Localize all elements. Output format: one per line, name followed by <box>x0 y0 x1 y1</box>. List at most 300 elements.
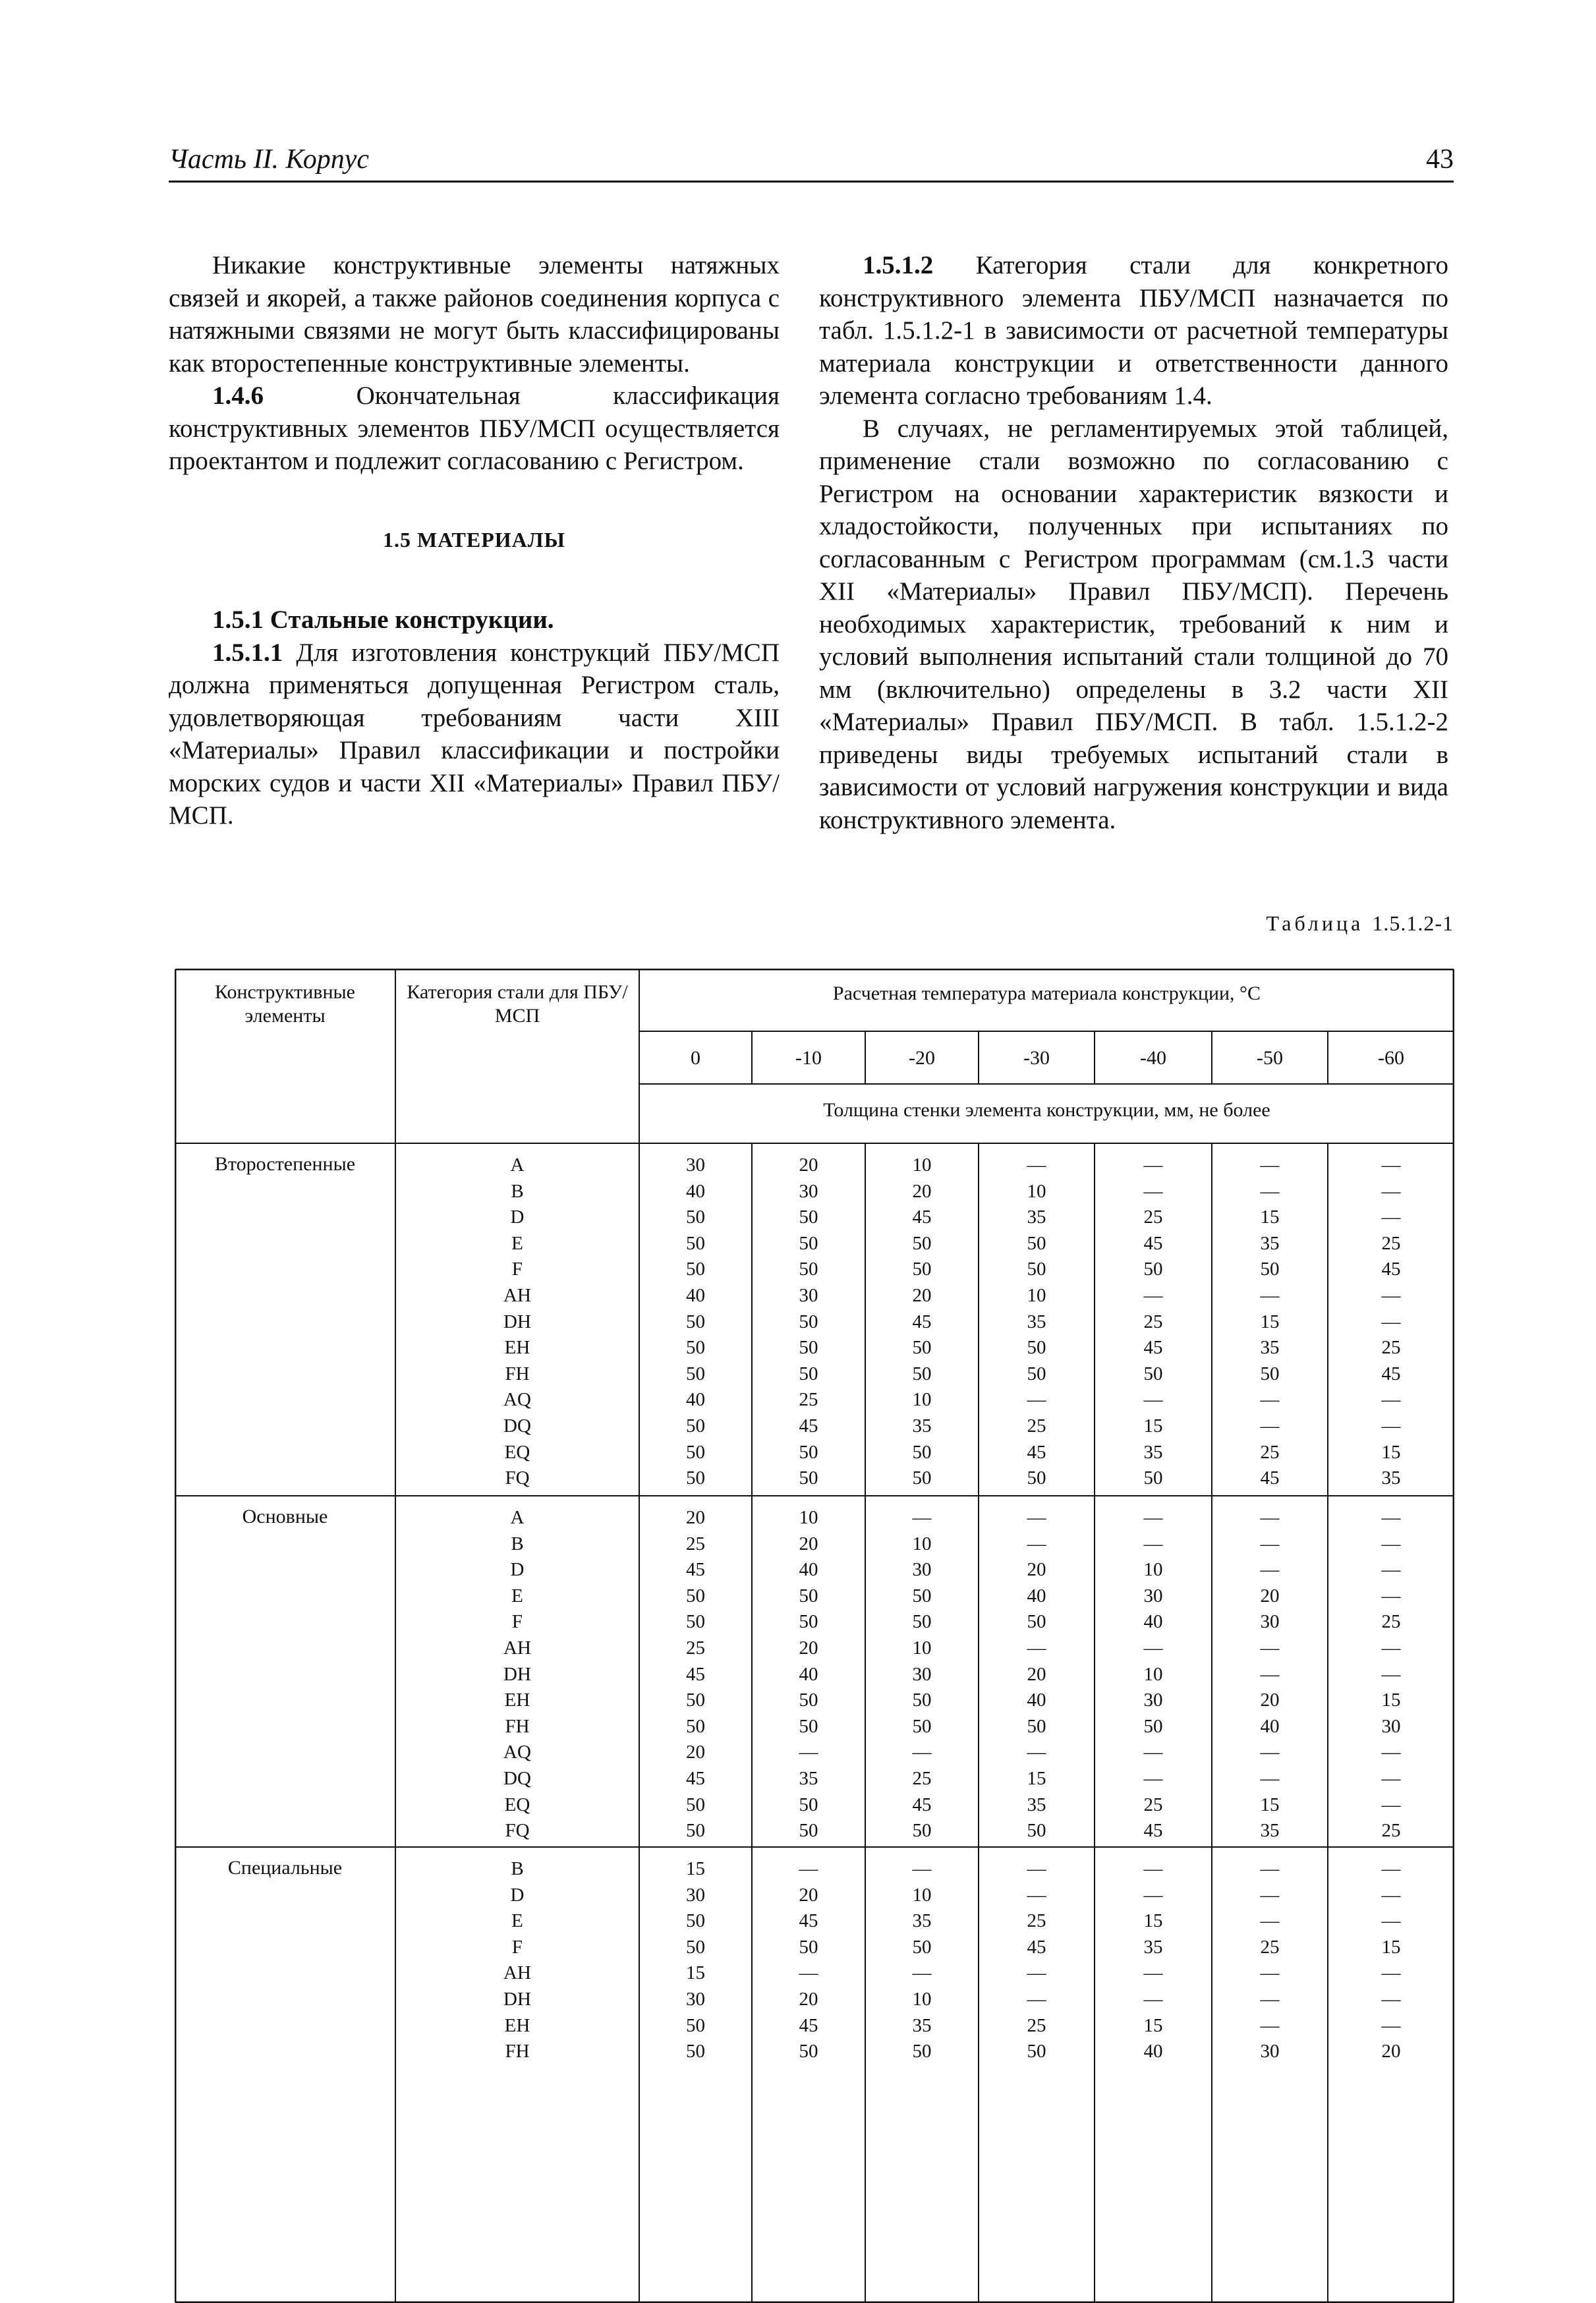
thickness-value: 45 <box>799 1415 818 1436</box>
thickness-value: 25 <box>1260 1936 1280 1958</box>
thickness-value: — <box>1381 1794 1401 1815</box>
thickness-value: 30 <box>1143 1585 1163 1606</box>
thickness-value: 45 <box>1143 1820 1163 1842</box>
thickness-value: 50 <box>912 1936 932 1958</box>
thickness-value: 50 <box>686 1415 705 1436</box>
thickness-value: — <box>1381 1858 1401 1879</box>
thickness-value: 50 <box>686 1690 705 1711</box>
thickness-value: 50 <box>686 1311 705 1332</box>
thickness-value: 50 <box>686 1910 705 1932</box>
thickness-value: 20 <box>799 1989 818 2010</box>
thickness-value: 15 <box>1260 1794 1280 1815</box>
thickness-value: — <box>1260 1663 1280 1685</box>
thickness-value: 50 <box>912 1363 932 1384</box>
thickness-value: — <box>912 1507 932 1528</box>
thickness-value: 10 <box>799 1507 818 1528</box>
thickness-value: 50 <box>686 1232 705 1254</box>
thickness-value: 50 <box>686 1820 705 1842</box>
steel-grade: E <box>511 1585 523 1606</box>
steel-grade: AQ <box>503 1742 531 1763</box>
thickness-value: 10 <box>912 1154 932 1176</box>
steel-grade: F <box>511 1936 523 1958</box>
clause-number: 1.5.1.1 <box>212 638 283 667</box>
thickness-value: 10 <box>912 1389 932 1411</box>
thickness-value: 15 <box>1381 1936 1401 1958</box>
clause-number: 1.5.1.2 <box>863 251 934 279</box>
steel-grade: AH <box>503 1285 531 1306</box>
thickness-value: — <box>1143 1389 1163 1411</box>
thickness-value: 15 <box>1381 1690 1401 1711</box>
thickness-value: — <box>1027 1962 1046 1984</box>
thickness-value: 25 <box>686 1533 705 1554</box>
thickness-value: 30 <box>1143 1690 1163 1711</box>
thickness-value: — <box>1143 1884 1163 1906</box>
left-column <box>169 249 780 832</box>
thickness-value: — <box>912 1742 932 1763</box>
thickness-value: 50 <box>912 1259 932 1280</box>
thickness-value: 15 <box>1260 1207 1280 1228</box>
thickness-value: 50 <box>912 2041 932 2062</box>
steel-grade: AH <box>503 1637 531 1659</box>
thickness-value: 20 <box>686 1507 705 1528</box>
thickness-value: 50 <box>686 1936 705 1958</box>
thickness-value: 50 <box>799 1311 818 1332</box>
clause-number: 1.4.6 <box>212 382 264 410</box>
thickness-value: 15 <box>1143 1415 1163 1436</box>
thickness-value: — <box>1027 1742 1046 1763</box>
thickness-value: — <box>1260 1415 1280 1436</box>
thickness-value: 30 <box>686 1989 705 2010</box>
thickness-value: 50 <box>912 1337 932 1359</box>
steel-grade: B <box>511 1858 524 1879</box>
thickness-value: 50 <box>799 1207 818 1228</box>
thickness-value: — <box>1027 1154 1046 1176</box>
steel-grade: A <box>510 1154 525 1176</box>
thickness-value: 50 <box>912 1467 932 1489</box>
thickness-value: 45 <box>1381 1259 1401 1280</box>
thickness-value: 40 <box>1143 2041 1163 2062</box>
temperature-header: -20 <box>909 1047 935 1069</box>
thickness-value: — <box>1260 1559 1280 1581</box>
thickness-value: 25 <box>912 1768 932 1789</box>
thickness-value: 50 <box>799 1690 818 1711</box>
thickness-value: 25 <box>799 1389 818 1411</box>
thickness-value: — <box>1260 1742 1280 1763</box>
thickness-value: 45 <box>1143 1337 1163 1359</box>
thickness-value: 35 <box>1381 1467 1401 1489</box>
thickness-value: 45 <box>1143 1232 1163 1254</box>
thickness-value: 20 <box>1381 2041 1401 2062</box>
thickness-value: 30 <box>912 1559 932 1581</box>
thickness-value: — <box>799 1962 818 1984</box>
steel-category-table <box>175 969 1454 2303</box>
thickness-value: 50 <box>799 1467 818 1489</box>
thickness-value: 50 <box>686 1467 705 1489</box>
steel-grade: FH <box>505 1715 530 1737</box>
steel-grade: D <box>510 1559 525 1581</box>
thickness-value: — <box>1381 1884 1401 1906</box>
thickness-value: — <box>1260 1962 1280 1984</box>
thickness-value: 40 <box>1143 1611 1163 1633</box>
thickness-value: 50 <box>1260 1259 1280 1280</box>
thickness-value: 20 <box>799 1637 818 1659</box>
thickness-value: 45 <box>912 1311 932 1332</box>
thickness-value: 35 <box>799 1768 818 1789</box>
thickness-value: 10 <box>912 1637 932 1659</box>
thickness-value: — <box>1143 1768 1163 1789</box>
thickness-value: — <box>1381 2014 1401 2036</box>
thickness-value: 20 <box>799 1884 818 1906</box>
steel-grade: FH <box>505 1363 530 1384</box>
thickness-value: 25 <box>1381 1820 1401 1842</box>
thickness-value: 50 <box>686 1259 705 1280</box>
thickness-value: 10 <box>912 1533 932 1554</box>
paragraph: В случаях, не регламентируемых этой таблицей, применение стали возможно по согласованию с Регистром на основании характеристик вязкости и хладостойкости, полученных при испытаниях по согласованным с Регистром программам (см.1.3 части XII «Материалы» Правил ПБУ/МСП). Перечень необходимых характеристик, требований к ним и условий выполнения испытаний стали толщиной до 70 мм (включительно) определены в 3.2 части XII «Материалы» Правил ПБУ/МСП. В табл. 1.5.1.2-2 приведены виды требуемых испытаний стали в зависимости от условий нагружения конструкции и вида конструктивного элемента. <box>819 414 1448 834</box>
thickness-value: — <box>1027 1533 1046 1554</box>
subsection-title: 1.5.1 Стальные конструкции. <box>212 606 554 634</box>
steel-grade: DH <box>503 1311 531 1332</box>
thickness-value: 45 <box>686 1663 705 1685</box>
thickness-value: 25 <box>686 1637 705 1659</box>
thickness-value: 50 <box>799 1820 818 1842</box>
thickness-value: 50 <box>1143 1467 1163 1489</box>
thickness-value: — <box>1260 1507 1280 1528</box>
steel-grade: EQ <box>504 1441 530 1463</box>
clause-text: Окончательная классификация конструктивных элементов ПБУ/МСП осуществляется проектантом и подлежит согласованию с Регистром. <box>169 382 780 475</box>
thickness-value: — <box>1260 1858 1280 1879</box>
thickness-value: 20 <box>1027 1663 1046 1685</box>
thickness-value: — <box>1260 1637 1280 1659</box>
thickness-value: 50 <box>686 2014 705 2036</box>
thickness-value: 35 <box>1027 1207 1046 1228</box>
thickness-value: 45 <box>799 1910 818 1932</box>
thickness-value: 45 <box>1260 1467 1280 1489</box>
steel-grade: D <box>510 1207 525 1228</box>
thickness-value: 10 <box>912 1884 932 1906</box>
element-group-name: Основные <box>242 1506 328 1527</box>
steel-grade: AQ <box>503 1389 531 1411</box>
thickness-value: 50 <box>1027 1820 1046 1842</box>
thickness-value: 50 <box>686 2041 705 2062</box>
thickness-value: 15 <box>686 1858 705 1879</box>
temperature-header: -40 <box>1140 1047 1166 1069</box>
thickness-value: — <box>1027 1884 1046 1906</box>
thickness-value: 50 <box>1027 2041 1046 2062</box>
thickness-value: 35 <box>1260 1232 1280 1254</box>
thickness-value: 15 <box>686 1962 705 1984</box>
thickness-value: 50 <box>799 1441 818 1463</box>
thickness-value: — <box>1143 1858 1163 1879</box>
thickness-value: 50 <box>912 1715 932 1737</box>
thickness-value: — <box>1027 1858 1046 1879</box>
thickness-value: 35 <box>1260 1820 1280 1842</box>
thickness-value: 30 <box>1260 1611 1280 1633</box>
thickness-value: 30 <box>799 1180 818 1202</box>
thickness-value: — <box>912 1858 932 1879</box>
page-header <box>169 144 1454 183</box>
thickness-value: 45 <box>799 2014 818 2036</box>
steel-grade: DQ <box>503 1415 531 1436</box>
thickness-value: 45 <box>1381 1363 1401 1384</box>
table-caption <box>1266 911 1454 936</box>
thickness-value: 10 <box>1027 1180 1046 1202</box>
thickness-value: 50 <box>799 1611 818 1633</box>
thickness-value: 35 <box>1143 1441 1163 1463</box>
thickness-value: 50 <box>799 1259 818 1280</box>
thickness-value: 25 <box>1381 1337 1401 1359</box>
clause-text: Категория стали для конкретного конструктивного элемента ПБУ/МСП назначается по табл. 1.5.1.2-1 в зависимости от расчетной температуры материала конструкции и ответственности данного элемента согласно требованиям 1.4. <box>819 251 1448 410</box>
thickness-value: 10 <box>1143 1559 1163 1581</box>
steel-grade: AH <box>503 1962 531 1984</box>
thickness-value: 50 <box>686 1207 705 1228</box>
thickness-value: — <box>799 1742 818 1763</box>
page-number: 43 <box>1426 144 1454 175</box>
thickness-value: 15 <box>1260 1311 1280 1332</box>
thickness-value: — <box>912 1962 932 1984</box>
thickness-value: 50 <box>1027 1363 1046 1384</box>
thickness-value: 35 <box>1027 1794 1046 1815</box>
steel-grade: FQ <box>505 1467 530 1489</box>
steel-grade: A <box>510 1507 525 1528</box>
temperature-header: 0 <box>691 1047 700 1069</box>
running-title: Часть II. Корпус <box>169 144 370 175</box>
thickness-value: 50 <box>799 1936 818 1958</box>
header-elements: Конструктивные элементы <box>214 981 355 1027</box>
steel-grade: FQ <box>505 1820 530 1842</box>
steel-grade: FH <box>505 2041 530 2062</box>
thickness-value: 20 <box>912 1285 932 1306</box>
thickness-value: — <box>1381 1559 1401 1581</box>
header-thickness-note: Толщина стенки элемента конструкции, мм, не более <box>823 1099 1270 1121</box>
thickness-value: 20 <box>1260 1585 1280 1606</box>
thickness-value: 50 <box>686 1363 705 1384</box>
thickness-value: 45 <box>686 1559 705 1581</box>
thickness-value: 25 <box>1143 1311 1163 1332</box>
thickness-value: 35 <box>912 2014 932 2036</box>
thickness-value: 35 <box>1027 1311 1046 1332</box>
thickness-value: 50 <box>1027 1467 1046 1489</box>
thickness-value: — <box>799 1858 818 1879</box>
steel-grade: DH <box>503 1663 531 1685</box>
thickness-value: 50 <box>799 1337 818 1359</box>
steel-grade: E <box>511 1232 523 1254</box>
thickness-value: 30 <box>686 1154 705 1176</box>
paragraph <box>169 637 780 832</box>
thickness-value: 50 <box>1143 1363 1163 1384</box>
thickness-value: 30 <box>686 1884 705 1906</box>
thickness-value: 25 <box>1143 1207 1163 1228</box>
temperature-header: -30 <box>1023 1047 1050 1069</box>
thickness-value: — <box>1260 1884 1280 1906</box>
thickness-value: 20 <box>912 1180 932 1202</box>
steel-grade: EH <box>504 2014 530 2036</box>
thickness-value: 50 <box>686 1794 705 1815</box>
thickness-value: — <box>1143 1742 1163 1763</box>
thickness-value: 20 <box>1260 1690 1280 1711</box>
thickness-value: 50 <box>686 1585 705 1606</box>
thickness-value: — <box>1027 1989 1046 2010</box>
thickness-value: 25 <box>1027 1910 1046 1932</box>
thickness-value: — <box>1143 1180 1163 1202</box>
section-title: 1.5 МАТЕРИАЛЫ <box>383 527 565 552</box>
temperature-header: -50 <box>1257 1047 1283 1069</box>
thickness-value: — <box>1027 1507 1046 1528</box>
thickness-value: — <box>1143 1285 1163 1306</box>
clause-text: Для изготовления конструкций ПБУ/МСП должна применяться допущенная Регистром сталь, удовлетворяющая требованиям части XIII «Материалы» Правил классификации и постройки морских судов и части XII «Материалы» Правил ПБУ/МСП. <box>169 638 780 830</box>
thickness-value: 50 <box>1027 1611 1046 1633</box>
thickness-value: — <box>1381 1285 1401 1306</box>
thickness-value: — <box>1381 1962 1401 1984</box>
paragraph <box>169 380 780 478</box>
thickness-value: 45 <box>912 1794 932 1815</box>
thickness-value: 10 <box>1143 1663 1163 1685</box>
thickness-value: 50 <box>799 1232 818 1254</box>
steel-grade: EH <box>504 1337 530 1359</box>
thickness-value: 10 <box>912 1989 932 2010</box>
thickness-value: 50 <box>1143 1259 1163 1280</box>
thickness-value: 35 <box>912 1910 932 1932</box>
thickness-value: 40 <box>799 1663 818 1685</box>
thickness-value: 50 <box>799 1363 818 1384</box>
thickness-value: 50 <box>799 1794 818 1815</box>
right-column <box>819 249 1448 836</box>
thickness-value: 30 <box>799 1285 818 1306</box>
thickness-value: 35 <box>1143 1936 1163 1958</box>
paragraph: Никакие конструктивные элементы натяжных связей и якорей, а также районов соединения корпуса с натяжными связями не могут быть классифицированы как второстепенные конструктивные элементы. <box>169 251 780 378</box>
thickness-value: 50 <box>1027 1337 1046 1359</box>
thickness-value: — <box>1381 1207 1401 1228</box>
thickness-value: 40 <box>1260 1715 1280 1737</box>
steel-grade: D <box>510 1884 525 1906</box>
thickness-value: 15 <box>1381 1441 1401 1463</box>
thickness-value: 45 <box>912 1207 932 1228</box>
thickness-value: 50 <box>912 1611 932 1633</box>
element-group-name: Второстепенные <box>214 1153 356 1175</box>
thickness-value: 15 <box>1143 1910 1163 1932</box>
thickness-value: 15 <box>1027 1768 1046 1789</box>
thickness-value: 50 <box>1027 1232 1046 1254</box>
thickness-value: 35 <box>912 1415 932 1436</box>
steel-grade: B <box>511 1533 524 1554</box>
thickness-value: 20 <box>1027 1559 1046 1581</box>
thickness-value: 25 <box>1381 1611 1401 1633</box>
thickness-value: 25 <box>1260 1441 1280 1463</box>
thickness-value: 50 <box>912 1690 932 1711</box>
steel-grade: F <box>511 1611 523 1633</box>
thickness-value: — <box>1381 1742 1401 1763</box>
thickness-value: 50 <box>912 1232 932 1254</box>
thickness-value: 20 <box>799 1154 818 1176</box>
thickness-value: 30 <box>1260 2041 1280 2062</box>
steel-grade: E <box>511 1910 523 1932</box>
thickness-value: 50 <box>799 1585 818 1606</box>
header-temperature: Расчетная температура материала конструкции, °С <box>832 982 1261 1004</box>
thickness-value: — <box>1381 1768 1401 1789</box>
thickness-value: 50 <box>686 1337 705 1359</box>
thickness-value: 30 <box>1381 1715 1401 1737</box>
thickness-value: — <box>1381 1507 1401 1528</box>
thickness-value: — <box>1260 1533 1280 1554</box>
thickness-value: 15 <box>1143 2014 1163 2036</box>
thickness-value: 40 <box>686 1180 705 1202</box>
thickness-value: — <box>1143 1962 1163 1984</box>
thickness-value: 20 <box>799 1533 818 1554</box>
thickness-value: — <box>1143 1533 1163 1554</box>
thickness-value: — <box>1260 1989 1280 2010</box>
thickness-value: 50 <box>799 1715 818 1737</box>
thickness-value: 50 <box>799 2041 818 2062</box>
thickness-value: 20 <box>686 1742 705 1763</box>
thickness-value: — <box>1381 1910 1401 1932</box>
thickness-value: — <box>1381 1533 1401 1554</box>
steel-grade: DH <box>503 1989 531 2010</box>
thickness-value: — <box>1381 1637 1401 1659</box>
thickness-value: — <box>1381 1989 1401 2010</box>
thickness-value: 40 <box>1027 1690 1046 1711</box>
thickness-value: 30 <box>912 1663 932 1685</box>
thickness-value: 50 <box>1027 1715 1046 1737</box>
thickness-value: — <box>1381 1154 1401 1176</box>
thickness-value: — <box>1260 1389 1280 1411</box>
thickness-value: — <box>1143 1989 1163 2010</box>
table-caption-number: 1.5.1.2-1 <box>1372 911 1454 935</box>
thickness-value: 50 <box>686 1715 705 1737</box>
table-caption-word: Таблица <box>1266 911 1364 935</box>
thickness-value: — <box>1260 1768 1280 1789</box>
thickness-value: 25 <box>1381 1232 1401 1254</box>
thickness-value: — <box>1381 1585 1401 1606</box>
thickness-value: — <box>1260 1910 1280 1932</box>
thickness-value: 50 <box>1260 1363 1280 1384</box>
thickness-value: 40 <box>686 1285 705 1306</box>
thickness-value: — <box>1381 1415 1401 1436</box>
steel-grade: F <box>511 1259 523 1280</box>
steel-grade: DQ <box>503 1768 531 1789</box>
thickness-value: — <box>1143 1637 1163 1659</box>
thickness-value: 25 <box>1143 1794 1163 1815</box>
thickness-value: — <box>1027 1637 1046 1659</box>
thickness-value: 50 <box>912 1585 932 1606</box>
thickness-value: — <box>1143 1154 1163 1176</box>
thickness-value: 50 <box>1143 1715 1163 1737</box>
thickness-value: 50 <box>686 1611 705 1633</box>
thickness-value: 50 <box>912 1441 932 1463</box>
paragraph <box>819 249 1448 412</box>
thickness-value: 25 <box>1027 1415 1046 1436</box>
element-group-name: Специальные <box>227 1857 343 1879</box>
thickness-value: 40 <box>686 1389 705 1411</box>
thickness-value: — <box>1260 1285 1280 1306</box>
thickness-value: 50 <box>912 1820 932 1842</box>
thickness-value: — <box>1260 1154 1280 1176</box>
thickness-value: 25 <box>1027 2014 1046 2036</box>
thickness-value: — <box>1260 2014 1280 2036</box>
thickness-value: 50 <box>686 1441 705 1463</box>
steel-grade: EH <box>504 1690 530 1711</box>
thickness-value: — <box>1381 1663 1401 1685</box>
thickness-value: 45 <box>1027 1441 1046 1463</box>
thickness-value: — <box>1027 1389 1046 1411</box>
thickness-value: — <box>1381 1180 1401 1202</box>
thickness-value: 10 <box>1027 1285 1046 1306</box>
thickness-value: — <box>1143 1507 1163 1528</box>
temperature-header: -10 <box>795 1047 822 1069</box>
header-category: Категория стали для ПБУ/МСП <box>407 981 628 1027</box>
steel-grade: B <box>511 1180 524 1202</box>
thickness-value: 50 <box>1027 1259 1046 1280</box>
temperature-header: -60 <box>1378 1047 1404 1069</box>
steel-grade: EQ <box>504 1794 530 1815</box>
